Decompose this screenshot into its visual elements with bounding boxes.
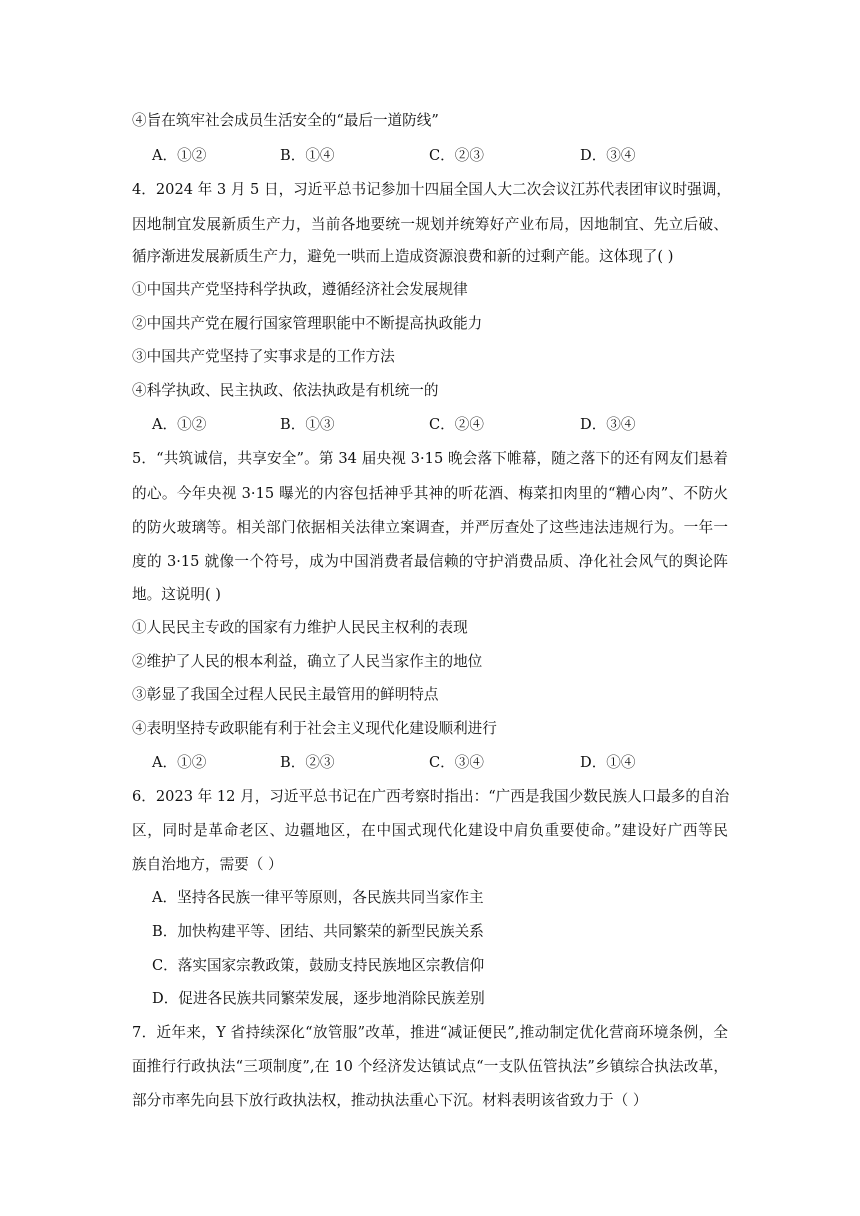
q4-item-1: ①中国共产党坚持科学执政，遵循经济社会发展规律	[132, 281, 468, 298]
q6-option-a: A．坚持各民族一律平等原则，各民族共同当家作主	[152, 889, 484, 906]
q4-item-3: ③中国共产党坚持了实事求是的工作方法	[132, 348, 395, 365]
q3-item-4: ④旨在筑牢社会成员生活安全的“最后一道防线”	[132, 112, 439, 129]
q5-stem-line-1: 5．“共筑诚信，共享安全”。第 34 届央视 3·15 晚会落下帷幕，随之落下的还有网友们悬着	[132, 450, 728, 467]
q4-item-4: ④科学执政、民主执政、依法执政是有机统一的	[132, 382, 439, 399]
q3-choice-c: C．②③	[429, 147, 484, 164]
q4-item-2: ②中国共产党在履行国家管理职能中不断提高执政能力	[132, 315, 483, 332]
q7-stem-line-2: 面推行行政执法“三项制度”,在 10 个经济发达镇试点“一支队伍管执法”乡镇综合执法改革，	[132, 1058, 728, 1075]
q5-choice-b: B．②③	[280, 754, 335, 771]
q4-stem-line-2: 因地制宜发展新质生产力，当前各地要统一规划并统筹好产业布局，因地制宜、先立后破、	[132, 216, 728, 233]
q5-stem-line-3: 的防火玻璃等。相关部门依据相关法律立案调查，并严厉查处了这些违法违规行为。一年一	[132, 519, 728, 536]
q6-option-c: C．落实国家宗教政策，鼓励支持民族地区宗教信仰	[152, 957, 485, 974]
q4-choice-b: B．①③	[280, 416, 335, 433]
q6-stem-line-3: 族自治地方，需要（ ）	[132, 856, 283, 873]
q7-stem-line-3: 部分市率先向县下放行政执法权，推动执法重心下沉。材料表明该省致力于（ ）	[132, 1092, 648, 1109]
q7-stem-line-1: 7．近年来，Y 省持续深化“放管服”改革，推进“减证便民”,推动制定优化营商环境条例，全	[132, 1024, 728, 1041]
q5-stem-line-2: 的心。今年央视 3·15 曝光的内容包括神乎其神的听花酒、梅菜扣肉里的“糟心肉”、不防火	[132, 485, 728, 502]
q6-stem-line-2: 区，同时是革命老区、边疆地区，在中国式现代化建设中肩负重要使命。”建设好广西等民	[132, 822, 728, 839]
q5-choice-c: C．③④	[429, 754, 484, 771]
q5-stem-line-5: 地。这说明( )	[132, 586, 221, 603]
q5-item-2: ②维护了人民的根本利益，确立了人民当家作主的地位	[132, 653, 483, 670]
q4-stem-line-3: 循序渐进发展新质生产力，避免一哄而上造成资源浪费和新的过剩产能。这体现了( )	[132, 248, 674, 265]
q3-choice-a: A．①②	[152, 147, 207, 164]
q5-item-4: ④表明坚持专政职能有利于社会主义现代化建设顺利进行	[132, 720, 497, 737]
q4-choice-a: A．①②	[152, 416, 207, 433]
q5-stem-line-4: 度的 3·15 就像一个符号，成为中国消费者最信赖的守护消费品质、净化社会风气的舆论阵	[132, 553, 728, 570]
q6-stem-line-1: 6．2023 年 12 月，习近平总书记在广西考察时指出：“广西是我国少数民族人口最多的自治	[132, 788, 730, 805]
q6-option-b: B．加快构建平等、团结、共同繁荣的新型民族关系	[152, 923, 484, 940]
q4-choice-c: C．②④	[429, 416, 484, 433]
q5-item-3: ③彰显了我国全过程人民民主最管用的鲜明特点	[132, 686, 439, 703]
q3-choice-b: B．①④	[280, 147, 335, 164]
q5-item-1: ①人民民主专政的国家有力维护人民民主权利的表现	[132, 619, 468, 636]
q6-option-d: D．促进各民族共同繁荣发展，逐步地消除民族差别	[152, 990, 485, 1007]
q3-choice-d: D．③④	[580, 147, 636, 164]
q4-stem-line-1: 4．2024 年 3 月 5 日，习近平总书记参加十四届全国人大二次会议江苏代表团审议时强调，	[132, 181, 731, 198]
q5-choice-a: A．①②	[152, 754, 207, 771]
q5-choice-d: D．①④	[580, 754, 636, 771]
q4-choice-d: D．③④	[580, 416, 636, 433]
